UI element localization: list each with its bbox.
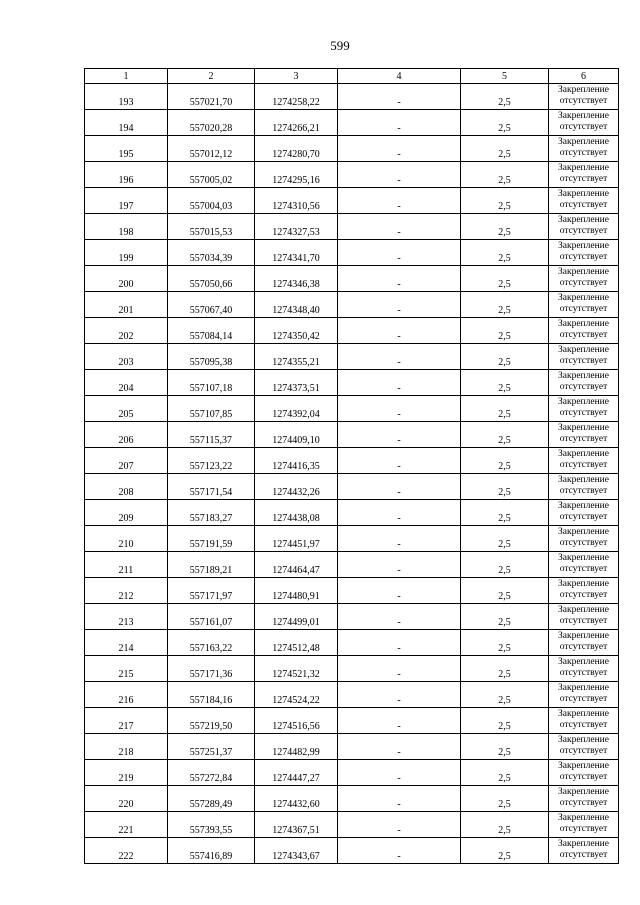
column-5-cell: 2,5 — [461, 344, 549, 370]
column-4-cell: - — [338, 786, 461, 812]
table-row — [85, 630, 619, 656]
point-number-cell: 194 — [85, 110, 168, 136]
column-4-cell: - — [338, 318, 461, 344]
table-row — [85, 162, 619, 188]
column-5-cell: 2,5 — [461, 266, 549, 292]
x-coordinate-cell: 557107,85 — [168, 396, 255, 422]
table-row — [85, 500, 619, 526]
x-coordinate-cell: 557171,97 — [168, 578, 255, 604]
x-coordinate-cell: 557393,55 — [168, 812, 255, 838]
fixing-note-cell: Закрепление отсутствует — [549, 682, 619, 708]
y-coordinate-cell: 1274438,08 — [255, 500, 338, 526]
point-number-cell: 213 — [85, 604, 168, 630]
point-number-cell: 200 — [85, 266, 168, 292]
table-row — [85, 552, 619, 578]
column-5-cell: 2,5 — [461, 786, 549, 812]
point-number-cell: 204 — [85, 370, 168, 396]
fixing-note-cell: Закрепление отсутствует — [549, 838, 619, 864]
y-coordinate-cell: 1274516,56 — [255, 708, 338, 734]
column-5-cell: 2,5 — [461, 110, 549, 136]
table-row — [85, 318, 619, 344]
y-coordinate-cell: 1274295,16 — [255, 162, 338, 188]
y-coordinate-cell: 1274482,99 — [255, 734, 338, 760]
column-4-cell: - — [338, 760, 461, 786]
y-coordinate-cell: 1274464,47 — [255, 552, 338, 578]
fixing-note-cell: Закрепление отсутствует — [549, 188, 619, 214]
table-row — [85, 188, 619, 214]
y-coordinate-cell: 1274447,27 — [255, 760, 338, 786]
point-number-cell: 196 — [85, 162, 168, 188]
column-5-cell: 2,5 — [461, 474, 549, 500]
fixing-note-cell: Закрепление отсутствует — [549, 292, 619, 318]
column-4-cell: - — [338, 162, 461, 188]
x-coordinate-cell: 557184,16 — [168, 682, 255, 708]
x-coordinate-cell: 557015,53 — [168, 214, 255, 240]
x-coordinate-cell: 557251,37 — [168, 734, 255, 760]
column-4-cell: - — [338, 630, 461, 656]
column-5-cell: 2,5 — [461, 838, 549, 864]
column-5-cell: 2,5 — [461, 812, 549, 838]
fixing-note-cell: Закрепление отсутствует — [549, 474, 619, 500]
y-coordinate-cell: 1274409,10 — [255, 422, 338, 448]
x-coordinate-cell: 557171,54 — [168, 474, 255, 500]
column-4-cell: - — [338, 578, 461, 604]
point-number-cell: 211 — [85, 552, 168, 578]
fixing-note-cell: Закрепление отсутствует — [549, 448, 619, 474]
y-coordinate-cell: 1274367,51 — [255, 812, 338, 838]
table-row — [85, 396, 619, 422]
fixing-note-cell: Закрепление отсутствует — [549, 760, 619, 786]
table-body — [85, 69, 619, 864]
table-row — [85, 838, 619, 864]
fixing-note-cell: Закрепление отсутствует — [549, 786, 619, 812]
y-coordinate-cell: 1274350,42 — [255, 318, 338, 344]
x-coordinate-cell: 557416,89 — [168, 838, 255, 864]
table-row — [85, 136, 619, 162]
table-row — [85, 604, 619, 630]
table-row — [85, 292, 619, 318]
column-4-cell: - — [338, 448, 461, 474]
column-5-cell: 2,5 — [461, 500, 549, 526]
y-coordinate-cell: 1274512,48 — [255, 630, 338, 656]
column-5-cell: 2,5 — [461, 526, 549, 552]
column-4-cell: - — [338, 604, 461, 630]
x-coordinate-cell: 557163,22 — [168, 630, 255, 656]
fixing-note-cell: Закрепление отсутствует — [549, 110, 619, 136]
fixing-note-cell: Закрепление отсутствует — [549, 214, 619, 240]
fixing-note-cell: Закрепление отсутствует — [549, 318, 619, 344]
fixing-note-cell: Закрепление отсутствует — [549, 656, 619, 682]
point-number-cell: 214 — [85, 630, 168, 656]
column-4-cell: - — [338, 240, 461, 266]
column-header: 3 — [255, 69, 338, 84]
column-header: 4 — [338, 69, 461, 84]
point-number-cell: 207 — [85, 448, 168, 474]
point-number-cell: 209 — [85, 500, 168, 526]
column-4-cell: - — [338, 682, 461, 708]
y-coordinate-cell: 1274355,21 — [255, 344, 338, 370]
x-coordinate-cell: 557021,70 — [168, 84, 255, 110]
column-5-cell: 2,5 — [461, 136, 549, 162]
column-5-cell: 2,5 — [461, 318, 549, 344]
column-5-cell: 2,5 — [461, 578, 549, 604]
point-number-cell: 205 — [85, 396, 168, 422]
column-5-cell: 2,5 — [461, 422, 549, 448]
column-4-cell: - — [338, 552, 461, 578]
fixing-note-cell: Закрепление отсутствует — [549, 240, 619, 266]
y-coordinate-cell: 1274392,04 — [255, 396, 338, 422]
y-coordinate-cell: 1274327,53 — [255, 214, 338, 240]
column-4-cell: - — [338, 656, 461, 682]
fixing-note-cell: Закрепление отсутствует — [549, 344, 619, 370]
y-coordinate-cell: 1274416,35 — [255, 448, 338, 474]
x-coordinate-cell: 557183,27 — [168, 500, 255, 526]
column-header: 6 — [549, 69, 619, 84]
x-coordinate-cell: 557123,22 — [168, 448, 255, 474]
y-coordinate-cell: 1274310,56 — [255, 188, 338, 214]
y-coordinate-cell: 1274266,21 — [255, 110, 338, 136]
column-5-cell: 2,5 — [461, 734, 549, 760]
column-header: 1 — [85, 69, 168, 84]
y-coordinate-cell: 1274521,32 — [255, 656, 338, 682]
point-number-cell: 198 — [85, 214, 168, 240]
y-coordinate-cell: 1274258,22 — [255, 84, 338, 110]
fixing-note-cell: Закрепление отсутствует — [549, 604, 619, 630]
column-5-cell: 2,5 — [461, 708, 549, 734]
column-4-cell: - — [338, 370, 461, 396]
x-coordinate-cell: 557191,59 — [168, 526, 255, 552]
column-4-cell: - — [338, 422, 461, 448]
table-row — [85, 110, 619, 136]
table-header-row — [85, 69, 619, 84]
y-coordinate-cell: 1274499,01 — [255, 604, 338, 630]
column-5-cell: 2,5 — [461, 682, 549, 708]
point-number-cell: 221 — [85, 812, 168, 838]
fixing-note-cell: Закрепление отсутствует — [549, 370, 619, 396]
column-header: 5 — [461, 69, 549, 84]
coordinates-table — [84, 68, 619, 864]
y-coordinate-cell: 1274348,40 — [255, 292, 338, 318]
fixing-note-cell: Закрепление отсутствует — [549, 812, 619, 838]
x-coordinate-cell: 557084,14 — [168, 318, 255, 344]
point-number-cell: 199 — [85, 240, 168, 266]
point-number-cell: 210 — [85, 526, 168, 552]
point-number-cell: 202 — [85, 318, 168, 344]
column-4-cell: - — [338, 214, 461, 240]
y-coordinate-cell: 1274280,70 — [255, 136, 338, 162]
column-5-cell: 2,5 — [461, 656, 549, 682]
fixing-note-cell: Закрепление отсутствует — [549, 500, 619, 526]
column-5-cell: 2,5 — [461, 760, 549, 786]
point-number-cell: 217 — [85, 708, 168, 734]
x-coordinate-cell: 557115,37 — [168, 422, 255, 448]
fixing-note-cell: Закрепление отсутствует — [549, 266, 619, 292]
x-coordinate-cell: 557161,07 — [168, 604, 255, 630]
point-number-cell: 218 — [85, 734, 168, 760]
table-row — [85, 786, 619, 812]
x-coordinate-cell: 557189,21 — [168, 552, 255, 578]
y-coordinate-cell: 1274343,67 — [255, 838, 338, 864]
fixing-note-cell: Закрепление отсутствует — [549, 630, 619, 656]
x-coordinate-cell: 557012,12 — [168, 136, 255, 162]
fixing-note-cell: Закрепление отсутствует — [549, 422, 619, 448]
column-4-cell: - — [338, 188, 461, 214]
column-5-cell: 2,5 — [461, 396, 549, 422]
column-5-cell: 2,5 — [461, 240, 549, 266]
x-coordinate-cell: 557005,02 — [168, 162, 255, 188]
y-coordinate-cell: 1274373,51 — [255, 370, 338, 396]
table-row — [85, 448, 619, 474]
x-coordinate-cell: 557004,03 — [168, 188, 255, 214]
table-row — [85, 526, 619, 552]
y-coordinate-cell: 1274432,26 — [255, 474, 338, 500]
column-5-cell: 2,5 — [461, 214, 549, 240]
point-number-cell: 222 — [85, 838, 168, 864]
point-number-cell: 220 — [85, 786, 168, 812]
table-row — [85, 344, 619, 370]
column-4-cell: - — [338, 84, 461, 110]
column-header: 2 — [168, 69, 255, 84]
column-5-cell: 2,5 — [461, 292, 549, 318]
column-4-cell: - — [338, 500, 461, 526]
x-coordinate-cell: 557107,18 — [168, 370, 255, 396]
point-number-cell: 216 — [85, 682, 168, 708]
column-4-cell: - — [338, 266, 461, 292]
y-coordinate-cell: 1274346,38 — [255, 266, 338, 292]
x-coordinate-cell: 557095,38 — [168, 344, 255, 370]
table-row — [85, 760, 619, 786]
table-row — [85, 734, 619, 760]
column-4-cell: - — [338, 708, 461, 734]
y-coordinate-cell: 1274524,22 — [255, 682, 338, 708]
point-number-cell: 197 — [85, 188, 168, 214]
column-5-cell: 2,5 — [461, 630, 549, 656]
x-coordinate-cell: 557067,40 — [168, 292, 255, 318]
fixing-note-cell: Закрепление отсутствует — [549, 708, 619, 734]
column-5-cell: 2,5 — [461, 162, 549, 188]
x-coordinate-cell: 557034,39 — [168, 240, 255, 266]
point-number-cell: 203 — [85, 344, 168, 370]
x-coordinate-cell: 557219,50 — [168, 708, 255, 734]
column-5-cell: 2,5 — [461, 552, 549, 578]
column-4-cell: - — [338, 474, 461, 500]
column-4-cell: - — [338, 812, 461, 838]
point-number-cell: 201 — [85, 292, 168, 318]
column-4-cell: - — [338, 344, 461, 370]
table-row — [85, 240, 619, 266]
point-number-cell: 208 — [85, 474, 168, 500]
x-coordinate-cell: 557171,36 — [168, 656, 255, 682]
fixing-note-cell: Закрепление отсутствует — [549, 396, 619, 422]
point-number-cell: 193 — [85, 84, 168, 110]
fixing-note-cell: Закрепление отсутствует — [549, 552, 619, 578]
table-row — [85, 656, 619, 682]
table-row — [85, 682, 619, 708]
y-coordinate-cell: 1274432,60 — [255, 786, 338, 812]
x-coordinate-cell: 557272,84 — [168, 760, 255, 786]
column-4-cell: - — [338, 838, 461, 864]
column-4-cell: - — [338, 110, 461, 136]
x-coordinate-cell: 557289,49 — [168, 786, 255, 812]
table-row — [85, 266, 619, 292]
fixing-note-cell: Закрепление отсутствует — [549, 526, 619, 552]
column-5-cell: 2,5 — [461, 84, 549, 110]
column-5-cell: 2,5 — [461, 604, 549, 630]
column-5-cell: 2,5 — [461, 448, 549, 474]
column-4-cell: - — [338, 292, 461, 318]
point-number-cell: 219 — [85, 760, 168, 786]
fixing-note-cell: Закрепление отсутствует — [549, 136, 619, 162]
column-5-cell: 2,5 — [461, 188, 549, 214]
y-coordinate-cell: 1274341,70 — [255, 240, 338, 266]
table-row — [85, 84, 619, 110]
fixing-note-cell: Закрепление отсутствует — [549, 734, 619, 760]
point-number-cell: 206 — [85, 422, 168, 448]
y-coordinate-cell: 1274480,91 — [255, 578, 338, 604]
fixing-note-cell: Закрепление отсутствует — [549, 578, 619, 604]
column-4-cell: - — [338, 396, 461, 422]
fixing-note-cell: Закрепление отсутствует — [549, 84, 619, 110]
column-4-cell: - — [338, 526, 461, 552]
table-row — [85, 422, 619, 448]
table-row — [85, 370, 619, 396]
table-row — [85, 474, 619, 500]
column-4-cell: - — [338, 136, 461, 162]
table-row — [85, 578, 619, 604]
point-number-cell: 215 — [85, 656, 168, 682]
table-row — [85, 214, 619, 240]
y-coordinate-cell: 1274451,97 — [255, 526, 338, 552]
page-number: 599 — [330, 38, 350, 53]
point-number-cell: 212 — [85, 578, 168, 604]
table-row — [85, 812, 619, 838]
fixing-note-cell: Закрепление отсутствует — [549, 162, 619, 188]
x-coordinate-cell: 557050,66 — [168, 266, 255, 292]
x-coordinate-cell: 557020,28 — [168, 110, 255, 136]
point-number-cell: 195 — [85, 136, 168, 162]
column-4-cell: - — [338, 734, 461, 760]
table-row — [85, 708, 619, 734]
column-5-cell: 2,5 — [461, 370, 549, 396]
